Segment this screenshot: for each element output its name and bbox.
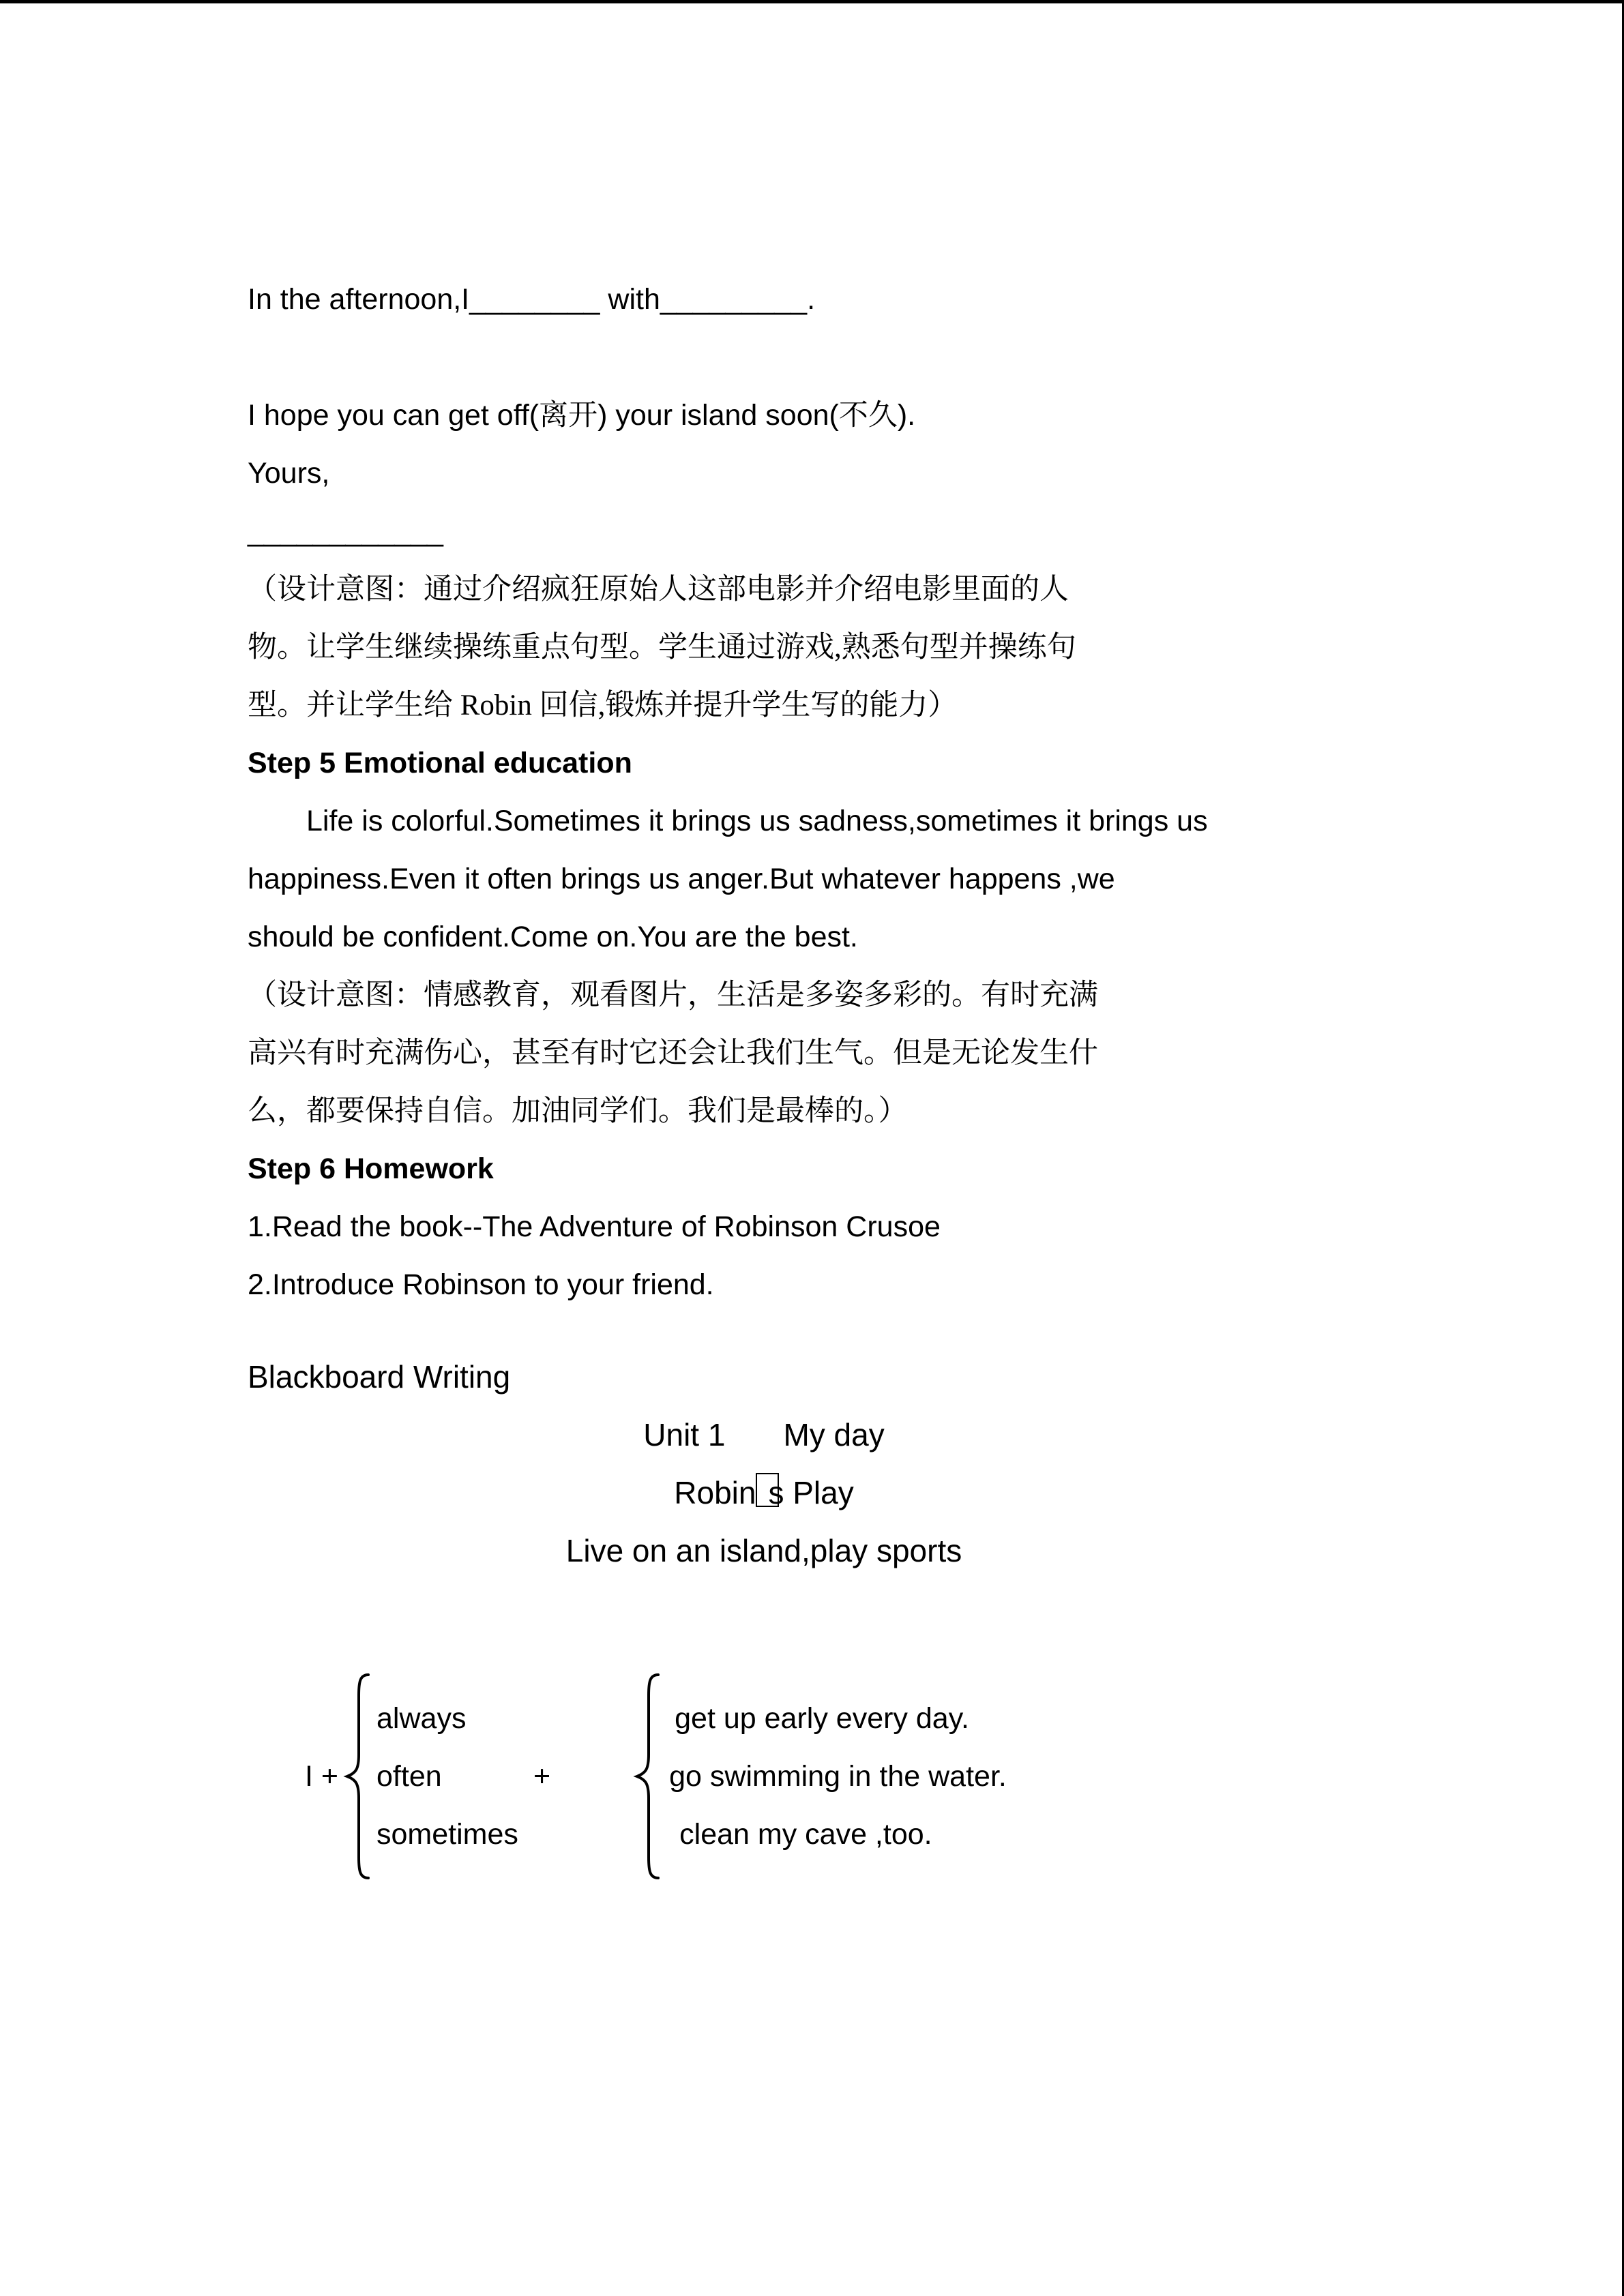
diagram-plus: + — [533, 1759, 551, 1793]
step5-line-1: Life is colorful.Sometimes it brings us sadness,sometimes it brings us — [306, 805, 1208, 837]
letter-line-yours: Yours, — [248, 457, 330, 490]
blackboard-unit-line — [248, 1406, 1280, 1464]
scan-top-edge — [0, 0, 1624, 3]
design-note-film-line-3: 型。并让学生给 Robin 回信,锻炼并提升学生写的能力） — [248, 689, 958, 721]
blank-gap — [248, 1314, 1407, 1348]
design-note-emotion-line-2: 高兴有时充满伤心，甚至有时它还会让我们生气。但是无论发生什 — [248, 1037, 1098, 1069]
design-note-film-line-2: 物。让学生继续操练重点句型。学生通过游戏,熟悉句型并操练句 — [248, 631, 1076, 664]
letter-line-afternoon: In the afternoon,I________ with_________. — [248, 283, 816, 316]
design-note-film-line-1: （设计意图：通过介绍疯狂原始人这部电影并介绍电影里面的人 — [248, 573, 1069, 606]
blackboard-center-block — [248, 1406, 1280, 1580]
blackboard-live-line: Live on an island,play sports — [565, 1533, 962, 1568]
left-brace-icon — [342, 1671, 374, 1882]
predicate-get-up: get up early every day. — [675, 1701, 969, 1735]
step5-line-3: should be confident.Come on.You are the best. — [248, 921, 858, 953]
blackboard-heading: Blackboard Writing — [248, 1359, 511, 1395]
unit-label: Unit 1 — [643, 1417, 726, 1452]
design-note-emotion-line-3: 么，都要保持自信。加油同学们。我们是最棒的。） — [248, 1095, 908, 1127]
predicate-clean-cave: clean my cave ,too. — [679, 1817, 932, 1851]
document-content — [248, 271, 1407, 1882]
adverb-often: often — [377, 1759, 442, 1793]
homework-item-1: 1.Read the book--The Adventure of Robinson Crusoe — [248, 1210, 941, 1243]
adverb-always: always — [377, 1701, 467, 1735]
sentence-diagram — [305, 1671, 1407, 1882]
diagram-subject: I + — [305, 1759, 339, 1793]
step6-heading: Step 6 Homework — [248, 1152, 494, 1185]
step5-line-2: happiness.Even it often brings us anger.But whatever happens ,we — [248, 863, 1115, 895]
play-title-post: s Play — [768, 1475, 854, 1510]
blackboard-play-line — [248, 1464, 1280, 1522]
right-brace-icon — [632, 1671, 664, 1882]
letter-line-hope: I hope you can get off(离开) your island soon(不久). — [248, 399, 916, 432]
predicate-go-swimming: go swimming in the water. — [669, 1759, 1007, 1793]
letter-signature-blank: ____________ — [248, 515, 443, 548]
adverb-sometimes: sometimes — [377, 1817, 518, 1851]
unit-title: My day — [783, 1417, 885, 1452]
play-title-pre: Robin — [674, 1475, 756, 1510]
predicate-stack — [669, 1690, 1007, 1864]
adverb-stack — [377, 1690, 523, 1864]
design-note-emotion-line-1: （设计意图：情感教育，观看图片，生活是多姿多彩的。有时充满 — [248, 979, 1098, 1011]
step5-heading: Step 5 Emotional education — [248, 747, 632, 779]
blank-line — [248, 329, 1407, 387]
homework-item-2: 2.Introduce Robinson to your friend. — [248, 1268, 714, 1301]
